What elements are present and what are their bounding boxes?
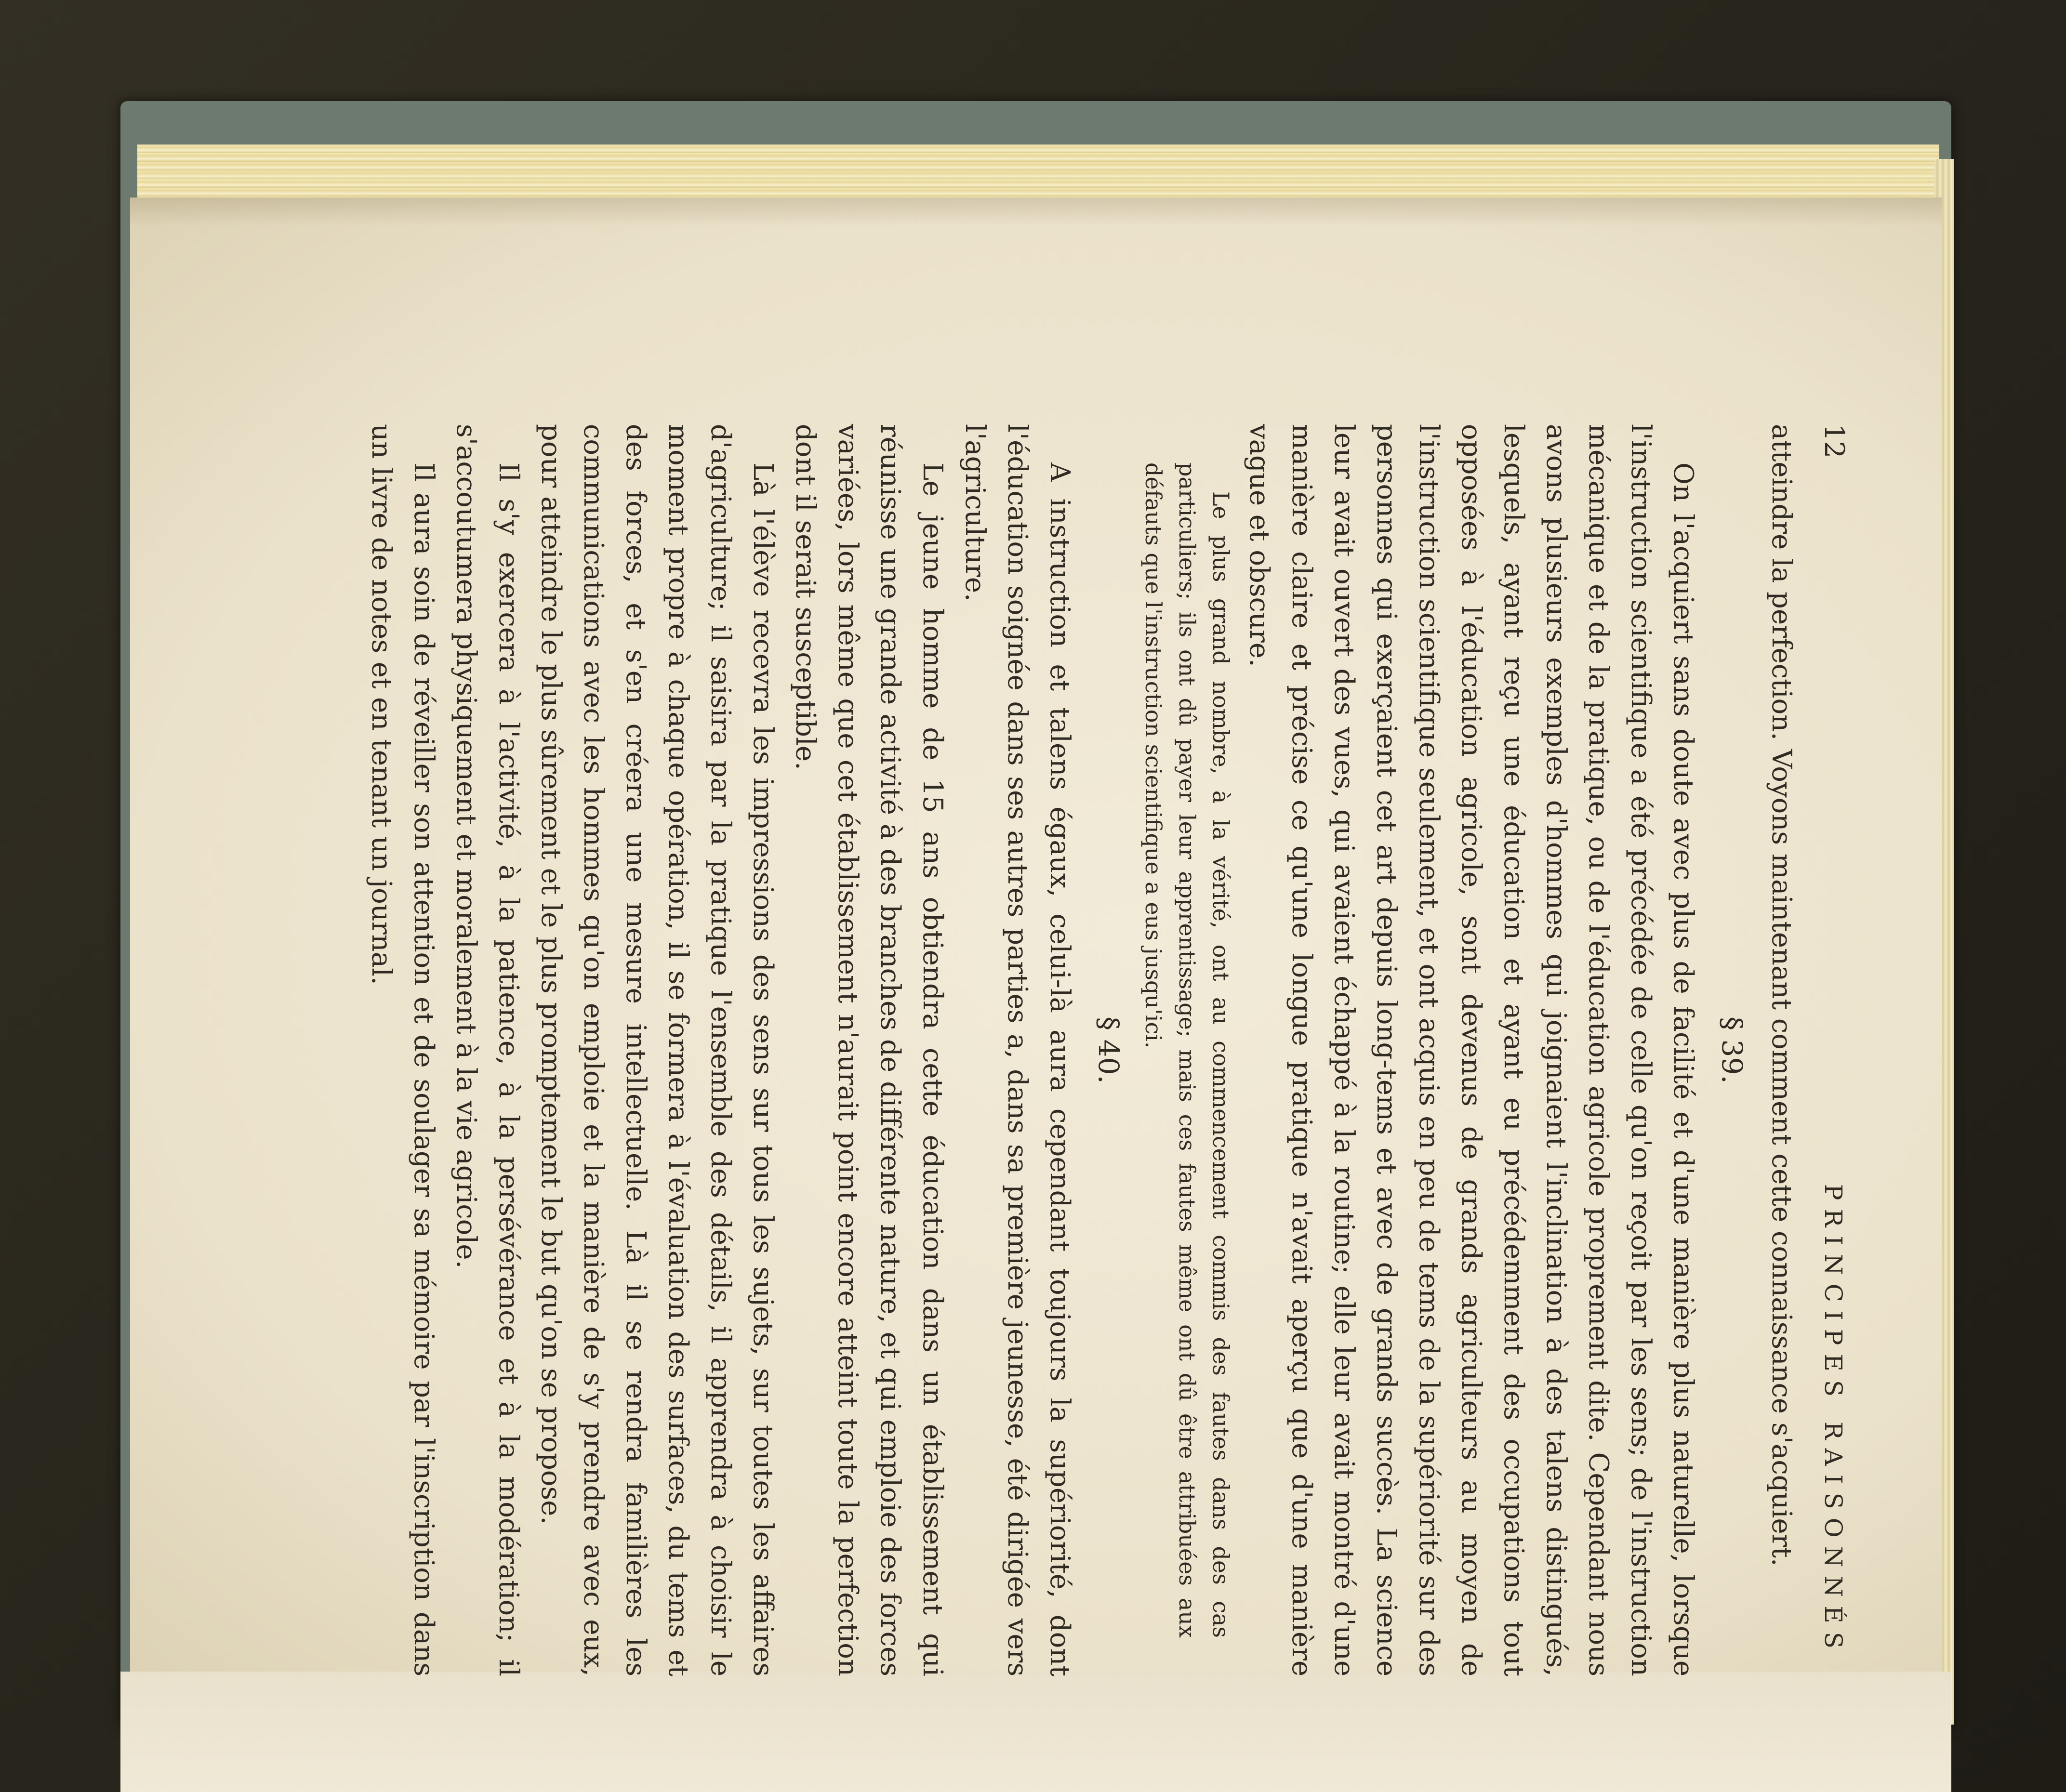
gutter-shadow — [130, 198, 1942, 226]
section-heading-40: § 40. — [1092, 1016, 1125, 1084]
paragraph-40-e: Il aura soin de réveiller son attention et de soulager sa mémoire par l'inscription dans un livre de notes et en tenant un journal. — [366, 424, 439, 1676]
page-text-block — [360, 424, 1855, 1676]
paragraph-continuation: atteindre la perfection. Voyons maintenant comment cette connaissance s'acquiert. — [1766, 424, 1797, 1567]
paragraph-40-d: Il s'y exercera à l'activité, à la patience, à la persévérance et à la modération; il s'accoutumera physiquement et moralement à la vie agricole. — [450, 424, 524, 1676]
running-head: PRINCIPES RAISONNÉS — [1819, 1184, 1847, 1657]
next-page-strip — [120, 1672, 1951, 1792]
paragraph-40-a: A instruction et talens égaux, celui-là aura cependant toujours la supériorité, dont l'éducation soignée dans ses autres parties a, dans sa première jeunesse, été dirigée vers l'agriculture. — [959, 424, 1075, 1676]
page-header — [1812, 424, 1855, 1676]
paragraph-39: On l'acquiert sans doute avec plus de facilité et d'une manière plus naturelle, lorsque l'instruction scientifique a été précédée de celle qu'on reçoit par les sens; de l'instruction mécanique et de la pratique, ou de l'éducation agricole proprement dite. Cependant nous avons plusieurs exemples d'hommes qui joignaient l'inclination à des talens distingués, lesquels, ayant reçu une éducation et ayant eu précédemment des occupations tout opposées à l'éducation agricole, sont devenus de grands agriculteurs au moyen de l'instruction scientifique seulement, et ont acquis en peu de tems de la supériorité sur des personnes qui exerçaient cet art depuis long-tems et avec de grands succès. La science leur avait ouvert des vues, qui avaient échappé à la routine; elle leur avait montré d'une manière claire et précise ce qu'une longue pratique n'avait aperçu que d'une manière vague et obscure. — [1244, 424, 1699, 1676]
footnote: Le plus grand nombre, à la vérité, ont au commencement commis des fautes dans des cas particuliers; ils ont dû payer leur apprentissage; mais ces fautes même ont dû être attribuées aux défauts que l'instruction scientifique a eus jusqu'ici. — [1140, 462, 1234, 1638]
section-heading-39: § 39. — [1716, 1016, 1748, 1084]
paragraph-40-b: Le jeune homme de 15 ans obtiendra cette éducation dans un établissement qui réunisse une grande activité à des branches de différente nature, et qui emploie des forces variées, lors même que cet établissement n'aurait point encore atteint toute la perfection dont il serait susceptible. — [790, 424, 948, 1676]
paragraph-40-c: Là l'élève recevra les impressions des sens sur tous les sujets, sur toutes les affaires d'agriculture; il saisira par la pratique l'ensemble des détails, il apprendra à choisir le moment propre à chaque opération, il se formera à l'évaluation des surfaces, du tems et des forces, et s'en créera une mesure intellectuelle. Là il se rendra familières les communications avec les hommes qu'on emploie et la manière de s'y prendre avec eux, pour atteindre le plus sûrement et le plus promptement le but qu'on se propose. — [535, 424, 779, 1676]
page-number: 12 — [1818, 424, 1850, 459]
